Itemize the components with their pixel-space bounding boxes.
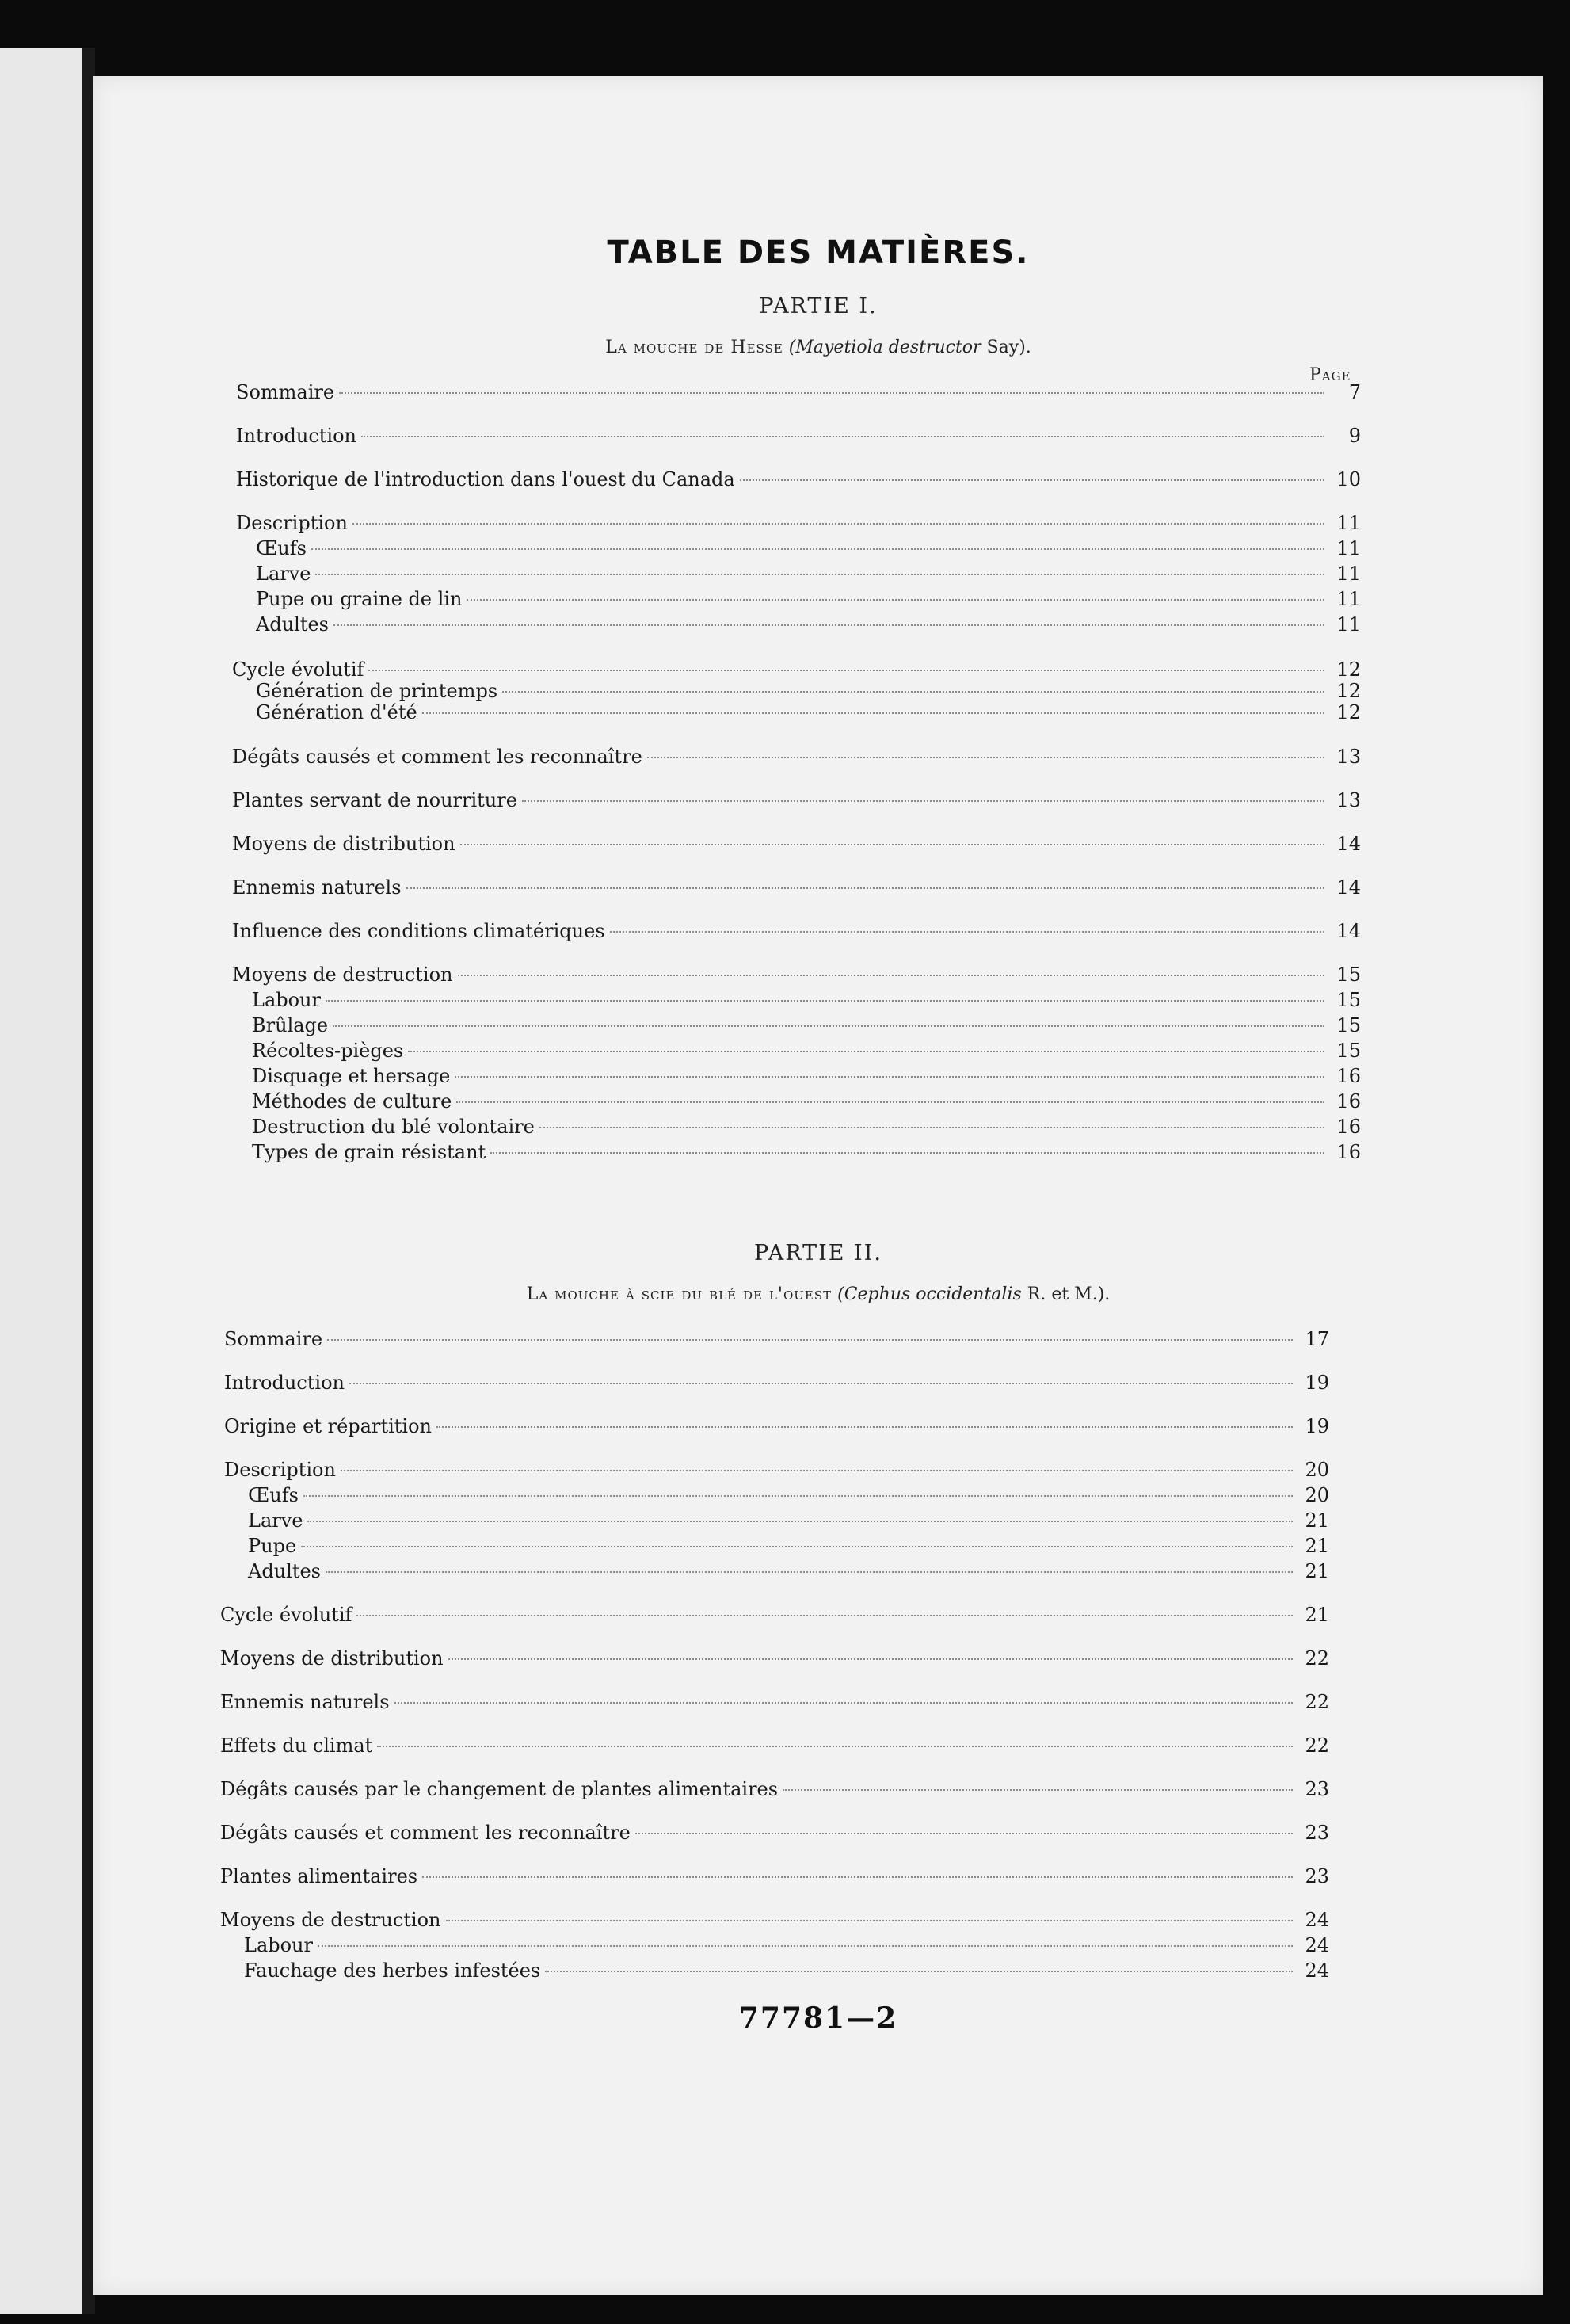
- dot-leader: [446, 1920, 1293, 1921]
- toc-entry-title: Œufs: [248, 1484, 299, 1506]
- toc-entry: [248, 1509, 1329, 1535]
- toc-entry-title: Larve: [248, 1509, 303, 1532]
- dot-leader: [326, 1571, 1293, 1573]
- toc-entry-page: 12: [1336, 658, 1361, 681]
- part1-subtitle-name: La mouche de Hesse: [605, 338, 783, 357]
- dot-leader: [349, 1383, 1293, 1384]
- toc-entry-title: Ennemis naturels: [220, 1691, 390, 1713]
- toc-entry-page: 23: [1305, 1778, 1329, 1800]
- toc-entry: [256, 588, 1361, 613]
- toc-entry: [236, 425, 1361, 450]
- toc-entry-page: 21: [1305, 1509, 1329, 1532]
- dot-leader: [394, 1702, 1293, 1704]
- dot-leader: [361, 436, 1324, 437]
- toc-entry-title: Introduction: [224, 1372, 345, 1394]
- toc-entry: [256, 701, 1361, 727]
- toc-entry: [236, 381, 1361, 406]
- toc-entry-title: Adultes: [256, 613, 329, 635]
- toc-entry-title: Plantes alimentaires: [220, 1865, 418, 1887]
- dot-leader: [303, 1495, 1293, 1497]
- part2-subtitle-author: R. et M.).: [1027, 1284, 1111, 1304]
- toc-entry-title: Sommaire: [224, 1328, 323, 1350]
- toc-entry: [252, 1116, 1361, 1141]
- toc-entry-title: Cycle évolutif: [220, 1604, 352, 1626]
- dot-leader: [436, 1426, 1293, 1428]
- toc-entry-title: Historique de l'introduction dans l'ouest du Canada: [236, 468, 735, 490]
- toc-entry-page: 22: [1305, 1647, 1329, 1670]
- dot-leader: [307, 1521, 1293, 1522]
- dot-leader: [545, 1971, 1293, 1972]
- toc-entry-page: 15: [1336, 1014, 1361, 1036]
- toc-entry-page: 13: [1336, 789, 1361, 811]
- toc-entry: [224, 1372, 1329, 1397]
- dot-leader: [311, 548, 1324, 550]
- toc-entry: [220, 1734, 1329, 1760]
- document-page: [93, 76, 1543, 2295]
- toc-entry: [224, 1328, 1329, 1353]
- toc-entry-title: Moyens de destruction: [232, 964, 453, 986]
- toc-entry-title: Brûlage: [252, 1014, 329, 1036]
- toc-entry-title: Dégâts causés et comment les reconnaître: [232, 746, 642, 768]
- toc-entry-page: 24: [1305, 1934, 1329, 1956]
- dot-leader: [539, 1127, 1324, 1128]
- toc-entry-page: 21: [1305, 1535, 1329, 1557]
- toc-entry: [220, 1647, 1329, 1673]
- toc-entry-title: Sommaire: [236, 381, 335, 403]
- toc-entry-page: 10: [1336, 468, 1361, 490]
- toc-entry-title: Dégâts causés par le changement de plantes alimentaires: [220, 1778, 779, 1800]
- dot-leader: [456, 1101, 1324, 1103]
- toc-entry-page: 13: [1336, 746, 1361, 768]
- part1-heading: PARTIE I.: [759, 294, 878, 319]
- toc-entry: [220, 1691, 1329, 1716]
- toc-entry-page: 15: [1336, 1040, 1361, 1062]
- toc-entry-title: Types de grain résistant: [252, 1141, 486, 1163]
- signature-mark: 77781—2: [738, 2002, 898, 2035]
- toc-entry: [220, 1909, 1329, 1934]
- toc-entry-page: 20: [1305, 1484, 1329, 1506]
- toc-entry-page: 16: [1336, 1116, 1361, 1138]
- toc-entry: [248, 1560, 1329, 1586]
- dot-leader: [783, 1789, 1293, 1791]
- dot-leader: [448, 1658, 1293, 1660]
- toc-entry-page: 24: [1305, 1960, 1329, 1982]
- part1-subtitle: [93, 338, 1543, 357]
- toc-entry: [224, 1415, 1329, 1441]
- dot-leader: [341, 1470, 1293, 1471]
- dot-leader: [635, 1833, 1293, 1834]
- toc-entry-title: Labour: [252, 989, 321, 1011]
- page-title: TABLE DES MATIÈRES.: [607, 235, 1030, 271]
- dot-leader: [368, 670, 1324, 671]
- adjacent-page-edge: [0, 48, 87, 2314]
- toc-entry-page: 9: [1348, 425, 1361, 447]
- part1-subtitle-author: Say).: [986, 338, 1031, 357]
- toc-entry-title: Ennemis naturels: [232, 876, 402, 899]
- toc-entry-title: Destruction du blé volontaire: [252, 1116, 535, 1138]
- part1-subtitle-species: (Mayetiola destructor: [788, 338, 981, 357]
- toc-entry: [244, 1934, 1329, 1960]
- toc-entry-page: 23: [1305, 1865, 1329, 1887]
- toc-entry-title: Pupe: [248, 1535, 297, 1557]
- toc-entry: [232, 876, 1361, 902]
- part2-subtitle-species: (Cephus occidentalis: [837, 1284, 1022, 1304]
- dot-leader: [327, 1339, 1293, 1341]
- toc-entry-page: 21: [1305, 1560, 1329, 1582]
- dot-leader: [610, 931, 1324, 933]
- dot-leader: [647, 757, 1324, 758]
- toc-entry: [256, 563, 1361, 588]
- toc-entry: [236, 512, 1361, 537]
- toc-entry-title: Labour: [244, 1934, 313, 1956]
- toc-entry: [220, 1778, 1329, 1803]
- toc-entry-title: Influence des conditions climatériques: [232, 920, 605, 942]
- toc-entry-title: Méthodes de culture: [252, 1090, 452, 1112]
- toc-entry-title: Adultes: [248, 1560, 321, 1582]
- toc-entry: [256, 537, 1361, 563]
- toc-entry-page: 21: [1305, 1604, 1329, 1626]
- toc-entry-title: Moyens de destruction: [220, 1909, 441, 1931]
- toc-entry-page: 14: [1336, 833, 1361, 855]
- dot-leader: [326, 1000, 1324, 1002]
- dot-leader: [422, 712, 1324, 714]
- toc-entry-title: Description: [236, 512, 348, 534]
- dot-leader: [408, 1051, 1324, 1052]
- toc-entry-title: Cycle évolutif: [232, 658, 364, 681]
- dot-leader: [522, 800, 1324, 802]
- toc-entry-title: Génération d'été: [256, 701, 417, 723]
- toc-entry: [244, 1960, 1329, 1985]
- toc-entry-page: 11: [1336, 588, 1361, 610]
- page-column-label: Page: [1309, 365, 1351, 385]
- toc-entry-page: 15: [1336, 989, 1361, 1011]
- dot-leader: [740, 479, 1324, 481]
- toc-entry: [224, 1459, 1329, 1484]
- toc-entry-title: Œufs: [256, 537, 307, 559]
- dot-leader: [352, 523, 1324, 525]
- toc-entry-page: 12: [1336, 680, 1361, 702]
- toc-entry: [232, 964, 1361, 989]
- toc-entry: [248, 1535, 1329, 1560]
- toc-entry-page: 11: [1336, 537, 1361, 559]
- toc-entry-title: Disquage et hersage: [252, 1065, 451, 1087]
- part2-heading: PARTIE II.: [754, 1241, 882, 1265]
- toc-entry-page: 12: [1336, 701, 1361, 723]
- toc-entry: [236, 468, 1361, 494]
- toc-entry: [252, 1040, 1361, 1065]
- dot-leader: [301, 1546, 1293, 1547]
- toc-entry-page: 7: [1348, 381, 1361, 403]
- toc-entry-page: 14: [1336, 876, 1361, 899]
- toc-entry: [232, 746, 1361, 771]
- dot-leader: [460, 844, 1324, 845]
- toc-entry: [252, 989, 1361, 1014]
- toc-entry: [256, 613, 1361, 639]
- toc-entry-title: Génération de printemps: [256, 680, 498, 702]
- toc-entry: [220, 1604, 1329, 1629]
- toc-entry: [248, 1484, 1329, 1509]
- dot-leader: [318, 1945, 1293, 1947]
- toc-entry-title: Pupe ou graine de lin: [256, 588, 463, 610]
- dot-leader: [377, 1746, 1293, 1747]
- toc-entry-title: Description: [224, 1459, 336, 1481]
- dot-leader: [333, 624, 1324, 626]
- part2-subtitle-name: La mouche à scie du blé de l'ouest: [526, 1284, 833, 1304]
- part2-subtitle: [93, 1284, 1543, 1304]
- toc-entry-page: 19: [1305, 1415, 1329, 1437]
- toc-entry-page: 11: [1336, 512, 1361, 534]
- toc-entry: [252, 1065, 1361, 1090]
- dot-leader: [455, 1076, 1324, 1078]
- dot-leader: [356, 1615, 1293, 1616]
- toc-entry-title: Moyens de distribution: [220, 1647, 444, 1670]
- dot-leader: [467, 599, 1324, 601]
- toc-entry-page: 16: [1336, 1141, 1361, 1163]
- toc-entry: [220, 1865, 1329, 1891]
- toc-entry-title: Effets du climat: [220, 1734, 373, 1757]
- toc-entry-page: 23: [1305, 1822, 1329, 1844]
- dot-leader: [458, 975, 1324, 976]
- toc-entry: [232, 833, 1361, 858]
- toc-entry-page: 14: [1336, 920, 1361, 942]
- toc-entry-title: Origine et répartition: [224, 1415, 432, 1437]
- toc-entry-title: Larve: [256, 563, 311, 585]
- dot-leader: [422, 1876, 1293, 1878]
- toc-entry-page: 16: [1336, 1065, 1361, 1087]
- dot-leader: [502, 691, 1324, 693]
- toc-entry: [252, 1014, 1361, 1040]
- toc-entry-page: 20: [1305, 1459, 1329, 1481]
- dot-leader: [315, 574, 1324, 575]
- toc-entry-page: 19: [1305, 1372, 1329, 1394]
- dot-leader: [339, 392, 1324, 394]
- toc-entry-page: 22: [1305, 1691, 1329, 1713]
- toc-entry: [220, 1822, 1329, 1847]
- toc-entry: [252, 1141, 1361, 1166]
- toc-entry-title: Plantes servant de nourriture: [232, 789, 517, 811]
- toc-entry: [232, 920, 1361, 945]
- toc-entry-title: Moyens de distribution: [232, 833, 455, 855]
- toc-entry-page: 11: [1336, 563, 1361, 585]
- toc-entry: [252, 1090, 1361, 1116]
- toc-entry-page: 11: [1336, 613, 1361, 635]
- toc-entry-page: 17: [1305, 1328, 1329, 1350]
- toc-entry-title: Dégâts causés et comment les reconnaître: [220, 1822, 631, 1844]
- toc-entry-page: 24: [1305, 1909, 1329, 1931]
- dot-leader: [406, 887, 1324, 889]
- dot-leader: [333, 1025, 1324, 1027]
- toc-entry: [232, 789, 1361, 815]
- dot-leader: [490, 1152, 1324, 1154]
- toc-entry-page: 15: [1336, 964, 1361, 986]
- toc-entry-title: Récoltes-pièges: [252, 1040, 404, 1062]
- toc-entry-page: 16: [1336, 1090, 1361, 1112]
- toc-entry-page: 22: [1305, 1734, 1329, 1757]
- toc-entry-title: Fauchage des herbes infestées: [244, 1960, 541, 1982]
- toc-entry-title: Introduction: [236, 425, 356, 447]
